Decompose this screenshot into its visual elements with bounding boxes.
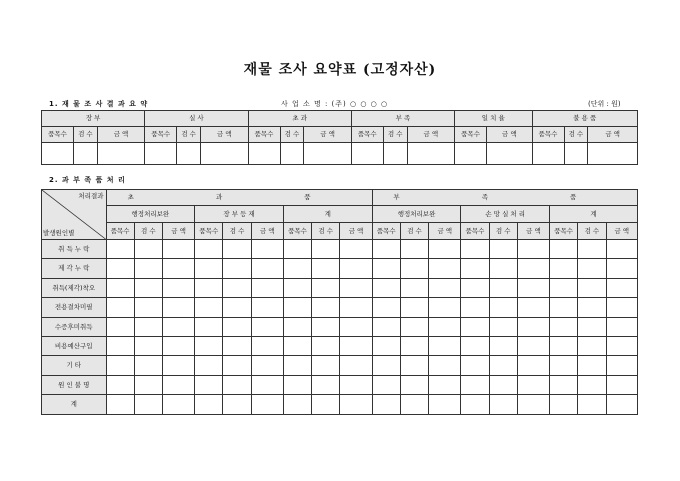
data-cell[interactable] — [340, 375, 372, 394]
data-cell[interactable] — [340, 336, 372, 355]
data-cell[interactable] — [400, 278, 428, 297]
table-row — [42, 317, 638, 336]
data-cell[interactable] — [312, 298, 340, 317]
col-inspect: 검 수 — [134, 223, 162, 240]
row-cause-label: 취득(제각)착오 — [42, 278, 107, 297]
data-cell[interactable] — [251, 278, 283, 297]
col-item-count: 품목수 — [195, 223, 223, 240]
data-cell[interactable] — [162, 317, 194, 336]
data-cell[interactable] — [106, 375, 134, 394]
col-item-count: 품목수 — [372, 223, 400, 240]
data-cell[interactable] — [550, 375, 578, 394]
row-cause-label: 수증후미취득 — [42, 317, 107, 336]
data-cell[interactable] — [223, 395, 251, 414]
data-cell[interactable] — [340, 317, 372, 336]
data-cell[interactable] — [461, 356, 489, 375]
data-cell[interactable] — [517, 336, 549, 355]
data-cell[interactable] — [517, 259, 549, 278]
data-cell[interactable] — [372, 395, 400, 414]
data-cell[interactable] — [372, 317, 400, 336]
data-cell[interactable] — [283, 240, 311, 259]
data-cell[interactable] — [283, 375, 311, 394]
sub-admin-fix: 행정처리보완 — [372, 206, 461, 223]
row-cause-label: 계 — [42, 395, 107, 414]
table-row — [42, 298, 638, 317]
data-cell[interactable] — [162, 259, 194, 278]
data-cell[interactable] — [312, 259, 340, 278]
data-cell[interactable] — [340, 356, 372, 375]
col-amount: 금 액 — [97, 127, 145, 143]
data-cell[interactable] — [606, 336, 638, 355]
data-cell[interactable] — [283, 395, 311, 414]
col-amount: 금 액 — [304, 127, 352, 143]
data-cell[interactable] — [251, 356, 283, 375]
data-cell[interactable] — [106, 240, 134, 259]
data-cell[interactable] — [195, 240, 223, 259]
diagonal-header-cell — [42, 190, 107, 240]
data-cell[interactable] — [400, 317, 428, 336]
data-cell[interactable] — [312, 356, 340, 375]
data-cell[interactable] — [195, 395, 223, 414]
data-cell[interactable] — [223, 240, 251, 259]
data-cell[interactable] — [251, 375, 283, 394]
data-cell[interactable] — [429, 317, 461, 336]
data-cell[interactable] — [489, 317, 517, 336]
col-inspect: 검 수 — [383, 127, 407, 143]
col-item-count: 품목수 — [550, 223, 578, 240]
col-item-count: 품목수 — [106, 223, 134, 240]
unit-label: (단위 : 원) — [588, 100, 621, 108]
data-cell[interactable] — [162, 240, 194, 259]
sub-total: 계 — [550, 206, 638, 223]
data-cell[interactable] — [283, 278, 311, 297]
data-cell[interactable] — [372, 240, 400, 259]
data-cell[interactable] — [340, 395, 372, 414]
discrepancy-table — [41, 189, 638, 415]
data-cell[interactable] — [162, 375, 194, 394]
data-cell[interactable] — [550, 278, 578, 297]
data-cell[interactable] — [400, 240, 428, 259]
col-item-count: 품목수 — [461, 223, 489, 240]
data-cell[interactable] — [134, 356, 162, 375]
group-excess: 초 과 — [248, 111, 351, 127]
data-cell[interactable] — [372, 375, 400, 394]
data-cell[interactable] — [517, 298, 549, 317]
data-cell[interactable] — [517, 240, 549, 259]
data-cell[interactable] — [517, 317, 549, 336]
data-cell[interactable] — [195, 259, 223, 278]
data-cell[interactable] — [606, 278, 638, 297]
col-inspect: 검 수 — [489, 223, 517, 240]
data-cell[interactable] — [223, 278, 251, 297]
data-cell[interactable] — [606, 356, 638, 375]
data-cell[interactable] — [400, 356, 428, 375]
col-amount: 금 액 — [162, 223, 194, 240]
data-cell[interactable] — [550, 336, 578, 355]
data-cell[interactable] — [251, 240, 283, 259]
summary-table — [41, 110, 638, 165]
data-cell[interactable] — [134, 278, 162, 297]
col-amount: 금 액 — [251, 223, 283, 240]
group-match-rate: 일 치 율 — [455, 111, 532, 127]
group-ledger: 장 부 — [42, 111, 145, 127]
data-cell[interactable] — [195, 298, 223, 317]
data-cell[interactable] — [400, 298, 428, 317]
data-cell[interactable] — [400, 259, 428, 278]
data-cell[interactable] — [517, 356, 549, 375]
col-inspect: 검 수 — [177, 127, 201, 143]
group-unused: 불 용 품 — [532, 111, 637, 127]
group-inspection: 실 사 — [145, 111, 248, 127]
data-cell[interactable] — [461, 317, 489, 336]
data-cell[interactable] — [461, 278, 489, 297]
col-item-count: 품목수 — [248, 127, 280, 143]
data-cell[interactable] — [134, 259, 162, 278]
sub-admin-fix: 행정처리보완 — [106, 206, 195, 223]
row-cause-label: 취 득 누 락 — [42, 240, 107, 259]
table-row — [42, 375, 638, 394]
sub-total: 계 — [283, 206, 372, 223]
data-cell[interactable] — [223, 298, 251, 317]
data-cell[interactable] — [578, 240, 606, 259]
data-cell[interactable] — [251, 336, 283, 355]
data-cell[interactable] — [550, 356, 578, 375]
diag-bottom-label: 발생원인별 — [43, 228, 75, 237]
data-cell[interactable] — [372, 356, 400, 375]
data-cell[interactable] — [134, 298, 162, 317]
data-cell[interactable] — [283, 356, 311, 375]
section2-label: 2. 과 부 족 품 처 리 — [49, 176, 126, 184]
data-cell[interactable] — [283, 336, 311, 355]
data-cell[interactable] — [312, 375, 340, 394]
data-cell[interactable] — [578, 375, 606, 394]
data-cell[interactable] — [429, 259, 461, 278]
col-amount: 금 액 — [340, 223, 372, 240]
data-cell[interactable] — [251, 395, 283, 414]
company-name: 사 업 소 명 : (주) ○ ○ ○ ○ — [281, 100, 389, 108]
data-cell[interactable] — [162, 395, 194, 414]
data-cell[interactable] — [372, 278, 400, 297]
data-cell[interactable] — [223, 336, 251, 355]
row-cause-label: 기 타 — [42, 356, 107, 375]
col-item-count: 품목수 — [145, 127, 177, 143]
data-cell[interactable] — [312, 278, 340, 297]
col-inspect: 검 수 — [578, 223, 606, 240]
data-cell[interactable] — [195, 336, 223, 355]
data-cell[interactable] — [400, 336, 428, 355]
data-cell[interactable] — [223, 356, 251, 375]
data-cell[interactable] — [489, 356, 517, 375]
data-cell[interactable] — [195, 375, 223, 394]
data-cell[interactable] — [550, 298, 578, 317]
data-cell[interactable] — [606, 240, 638, 259]
data-cell[interactable] — [106, 336, 134, 355]
data-cell[interactable] — [461, 375, 489, 394]
data-cell[interactable] — [162, 336, 194, 355]
data-cell[interactable] — [134, 336, 162, 355]
data-cell[interactable] — [461, 259, 489, 278]
table-row — [42, 395, 638, 414]
data-cell[interactable] — [283, 317, 311, 336]
data-cell[interactable] — [372, 298, 400, 317]
col-amount: 금 액 — [487, 127, 532, 143]
data-cell[interactable] — [372, 259, 400, 278]
data-cell[interactable] — [578, 317, 606, 336]
data-cell[interactable] — [251, 298, 283, 317]
data-cell[interactable] — [606, 298, 638, 317]
data-cell[interactable] — [162, 356, 194, 375]
data-cell[interactable] — [312, 317, 340, 336]
data-cell[interactable] — [195, 278, 223, 297]
data-cell[interactable] — [340, 240, 372, 259]
data-cell[interactable] — [400, 375, 428, 394]
data-cell[interactable] — [106, 356, 134, 375]
data-cell[interactable] — [517, 375, 549, 394]
data-cell[interactable] — [517, 395, 549, 414]
col-amount: 금 액 — [588, 127, 638, 143]
data-cell[interactable] — [162, 298, 194, 317]
col-inspect: 검 수 — [74, 127, 98, 143]
data-cell[interactable] — [312, 240, 340, 259]
data-cell[interactable] — [578, 356, 606, 375]
col-item-count: 품목수 — [283, 223, 311, 240]
data-cell[interactable] — [106, 278, 134, 297]
col-amount: 금 액 — [407, 127, 455, 143]
col-amount: 금 액 — [429, 223, 461, 240]
data-cell[interactable] — [578, 336, 606, 355]
data-cell[interactable] — [283, 259, 311, 278]
data-cell[interactable] — [134, 240, 162, 259]
group-short-items: 부 족 품 — [372, 190, 637, 206]
col-item-count: 품목수 — [42, 127, 74, 143]
data-cell[interactable] — [340, 298, 372, 317]
data-cell[interactable] — [223, 317, 251, 336]
row-cause-label: 비용예산구입 — [42, 336, 107, 355]
data-cell[interactable] — [429, 336, 461, 355]
col-item-count: 품목수 — [351, 127, 383, 143]
col-inspect: 검 수 — [312, 223, 340, 240]
sub-loss-handling: 손 망 실 처 리 — [461, 206, 550, 223]
data-cell[interactable] — [517, 278, 549, 297]
col-inspect: 검 수 — [400, 223, 428, 240]
data-cell[interactable] — [550, 395, 578, 414]
data-cell[interactable] — [578, 298, 606, 317]
data-cell[interactable] — [340, 278, 372, 297]
data-cell[interactable] — [195, 317, 223, 336]
col-inspect: 검 수 — [564, 127, 588, 143]
data-cell[interactable] — [283, 298, 311, 317]
diag-top-label: 처리결과 — [78, 192, 104, 200]
data-cell[interactable] — [134, 375, 162, 394]
col-inspect: 검 수 — [223, 223, 251, 240]
summary-data-row — [42, 143, 638, 165]
group-excess-items: 초 과 품 — [106, 190, 372, 206]
data-cell[interactable] — [340, 259, 372, 278]
data-cell[interactable] — [489, 240, 517, 259]
data-cell[interactable] — [461, 336, 489, 355]
col-item-count: 품목수 — [532, 127, 564, 143]
data-cell[interactable] — [312, 336, 340, 355]
data-cell[interactable] — [251, 317, 283, 336]
data-cell[interactable] — [106, 259, 134, 278]
data-cell[interactable] — [429, 298, 461, 317]
data-cell[interactable] — [312, 395, 340, 414]
page-title: 재물 조사 요약표 (고정자산) — [243, 62, 437, 78]
data-cell[interactable] — [429, 278, 461, 297]
data-cell[interactable] — [251, 259, 283, 278]
table-row — [42, 259, 638, 278]
data-cell[interactable] — [106, 298, 134, 317]
data-cell[interactable] — [550, 259, 578, 278]
data-cell[interactable] — [489, 278, 517, 297]
data-cell[interactable] — [106, 317, 134, 336]
data-cell[interactable] — [134, 395, 162, 414]
data-cell[interactable] — [489, 259, 517, 278]
col-amount: 금 액 — [201, 127, 249, 143]
col-amount: 금 액 — [517, 223, 549, 240]
row-cause-label: 전용결차미필 — [42, 298, 107, 317]
data-cell[interactable] — [461, 298, 489, 317]
data-cell[interactable] — [550, 240, 578, 259]
table-row — [42, 336, 638, 355]
data-cell[interactable] — [429, 240, 461, 259]
data-cell[interactable] — [134, 317, 162, 336]
data-cell[interactable] — [429, 395, 461, 414]
col-item-count: 품목수 — [455, 127, 487, 143]
data-cell[interactable] — [606, 395, 638, 414]
data-cell[interactable] — [578, 395, 606, 414]
data-cell[interactable] — [578, 278, 606, 297]
data-cell[interactable] — [578, 259, 606, 278]
section1-label: 1. 재 물 조 사 결 과 요 약 — [49, 100, 149, 108]
data-cell[interactable] — [489, 395, 517, 414]
col-inspect: 검 수 — [280, 127, 304, 143]
data-cell[interactable] — [606, 375, 638, 394]
data-cell[interactable] — [106, 395, 134, 414]
data-cell[interactable] — [461, 395, 489, 414]
row-cause-label: 원 인 불 명 — [42, 375, 107, 394]
table-row — [42, 278, 638, 297]
data-cell[interactable] — [223, 259, 251, 278]
data-cell[interactable] — [195, 356, 223, 375]
data-cell[interactable] — [489, 375, 517, 394]
data-cell[interactable] — [400, 395, 428, 414]
data-cell[interactable] — [489, 298, 517, 317]
data-cell[interactable] — [606, 317, 638, 336]
table-row — [42, 240, 638, 259]
group-shortage: 부 족 — [351, 111, 454, 127]
data-cell[interactable] — [550, 317, 578, 336]
data-cell[interactable] — [461, 240, 489, 259]
data-cell[interactable] — [223, 375, 251, 394]
data-cell[interactable] — [606, 259, 638, 278]
row-cause-label: 제 각 누 락 — [42, 259, 107, 278]
table-row — [42, 356, 638, 375]
data-cell[interactable] — [489, 336, 517, 355]
data-cell[interactable] — [429, 356, 461, 375]
data-cell[interactable] — [162, 278, 194, 297]
sub-ledger-register: 장 부 등 재 — [195, 206, 284, 223]
col-amount: 금 액 — [606, 223, 638, 240]
data-cell[interactable] — [429, 375, 461, 394]
data-cell[interactable] — [372, 336, 400, 355]
